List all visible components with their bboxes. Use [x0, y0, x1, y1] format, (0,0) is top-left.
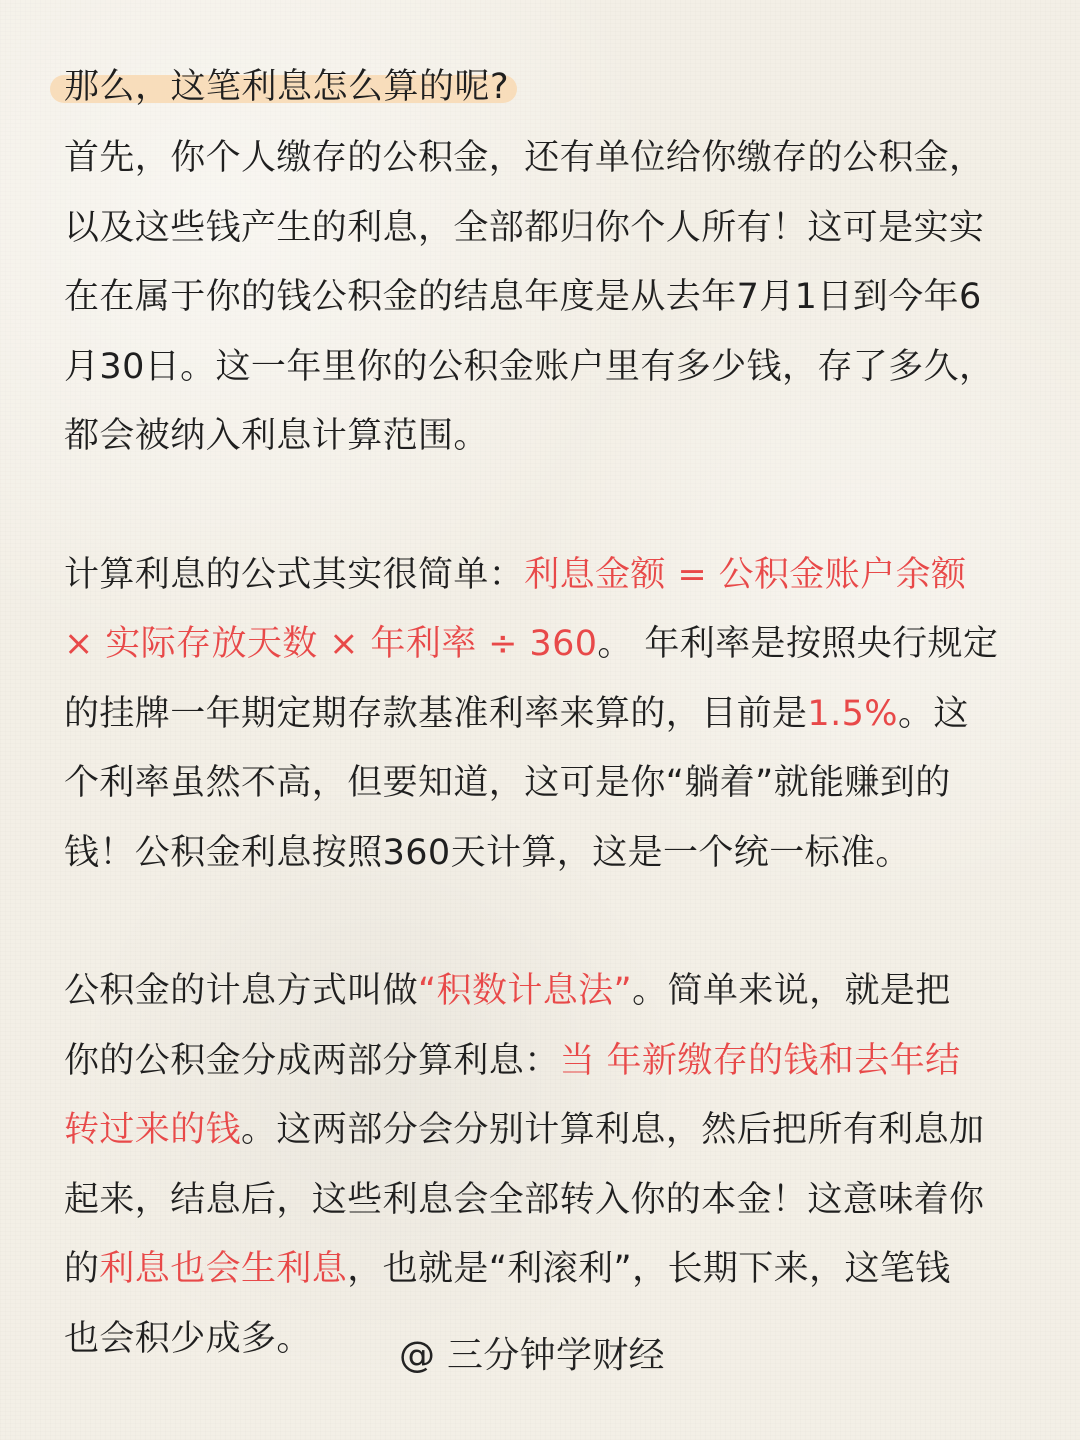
heading-wrapper: [64, 52, 509, 122]
paragraph-2-line-1: [64, 541, 1020, 611]
paragraph-3-line-2: [64, 1027, 1020, 1097]
paragraph-1-line-1: 首先，你个人缴存的公积金，还有单位给你缴存的公积金，: [64, 138, 985, 178]
paragraph-2-line-1-prefix: 计算利息的公式其实很简单：: [64, 554, 525, 595]
funds-part-1: 当 年新缴存的钱和去年结: [559, 1040, 961, 1081]
paragraph-2-line-3-prefix: 的挂牌一年期定期存款基准利率来算的，目前是: [64, 693, 808, 734]
paragraph-1-line-3: 在在属于你的钱公积金的结息年度是从去年7月1日到今年6: [64, 277, 982, 317]
paragraph-1-line-2: 以及这些钱产生的利息，全部都归你个人所有！这可是实实: [64, 207, 985, 248]
paragraph-gap-1: [64, 472, 1020, 541]
paragraph-1-line-4: 月30日。这一年里你的公积金账户里有多少钱，存了多久，: [64, 346, 995, 387]
heading: 那么，这笔利息怎么算的呢?: [64, 67, 510, 107]
paragraph-3-line-2-prefix: 你的公积金分成两部分算利息：: [64, 1040, 560, 1081]
paragraph-2: [64, 541, 1020, 889]
paragraph-gap-2: [64, 888, 1020, 957]
paragraph-1-line-5: 都会被纳入利息计算范围。: [64, 416, 489, 456]
paragraph-3-line-3-suffix: 。这两部分会分别计算利息，然后把所有利息加: [241, 1110, 985, 1150]
paragraph-2-line-2: [64, 610, 1020, 680]
paragraph-2-line-3: [64, 680, 1020, 750]
article-content: [64, 52, 1020, 1374]
paragraph-3-line-5: [64, 1235, 1020, 1305]
paragraph-3-line-5-suffix: ，也就是“利滚利”，长期下来，这笔钱: [347, 1249, 951, 1289]
paragraph-3-line-1: [64, 957, 1020, 1027]
paragraph-3-line-1-prefix: 公积金的计息方式叫做: [64, 971, 419, 1011]
paragraph-3-line-1-suffix: 。简单来说，就是把: [632, 971, 951, 1011]
paragraph-2-line-5: 钱！公积金利息按照360天计算，这是一个统一标准。: [64, 832, 911, 873]
formula-part-1: 利息金额 = 公积金账户余额: [524, 554, 967, 595]
paragraph-3-line-4: 起来，结息后，这些利息会全部转入你的本金！这意味着你: [64, 1179, 985, 1220]
watermark: @ 三分钟学财经: [399, 1335, 665, 1376]
formula-part-2: × 实际存放天数 × 年利率 ÷ 360: [64, 624, 598, 664]
paragraph-3-line-6: 也会积少成多。: [64, 1318, 312, 1359]
funds-part-2: 转过来的钱: [64, 1110, 242, 1150]
paragraph-2-line-2-suffix: 。 年利率是按照央行规定: [597, 624, 999, 664]
paragraph-3-line-5-prefix: 的: [64, 1249, 100, 1289]
paragraph-2-line-3-suffix: 。这: [897, 693, 969, 734]
paragraph-3-line-3: [64, 1096, 1020, 1166]
interest-rate-value: 1.5%: [807, 693, 898, 734]
interest-on-interest: 利息也会生利息: [99, 1249, 348, 1289]
paragraph-1: [64, 124, 1020, 472]
paragraph-2-line-4: 个利率虽然不高，但要知道，这可是你“躺着”就能赚到的: [64, 763, 951, 803]
paragraph-3: [64, 957, 1020, 1374]
interest-method-term: “积数计息法”: [418, 971, 633, 1011]
